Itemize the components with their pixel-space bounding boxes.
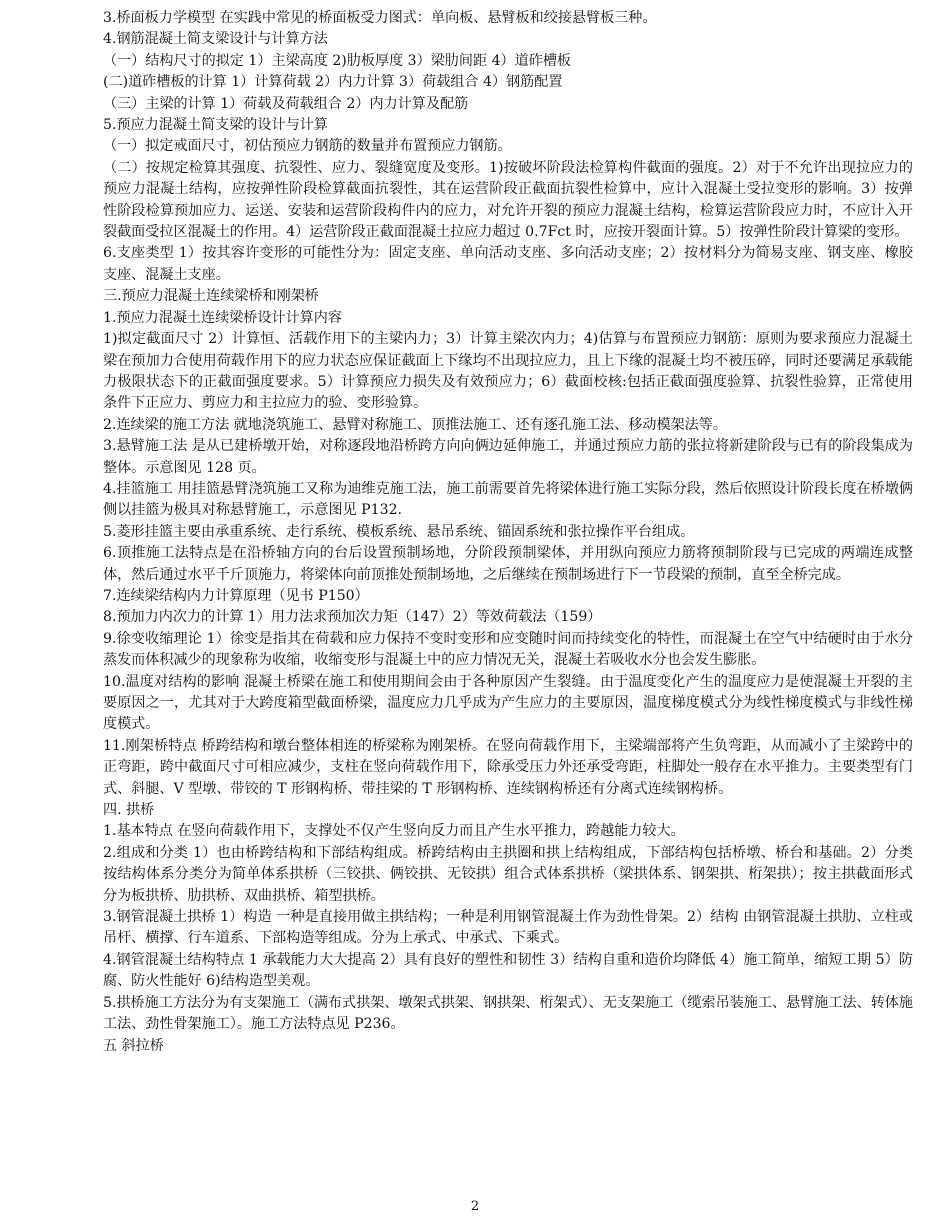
paragraph: （一）拟定戒面尺寸，初估预应力钢筋的数量并布置预应力钢筋。 [103, 138, 512, 155]
chapter-heading: 五 斜拉桥 [103, 1037, 164, 1054]
paragraph: 3.桥面板力学模型 在实践中常见的桥面板受力图式：单向板、悬臂板和绞接悬臂板三种。 [103, 10, 657, 26]
paragraph: 2.组成和分类 1）也由桥跨结构和下部结构组成。桥跨结构由主拱圈和拱上结构组成，下部结构包括桥墩、桥台和基础。2）分类 按结构体系分类分为简单体系拱桥（三铰拱、俩铰拱、无铰拱）组合式体系拱桥（梁拱体系、钢架拱、桁架拱）；按主拱截面形式分为板拱桥、肋拱桥、双曲拱桥、箱型拱桥。 [103, 844, 913, 904]
document-body [103, 8, 913, 1057]
paragraph: 4.钢管混凝土结构特点 1 承载能力大大提高 2）具有良好的塑性和韧性 3）结构自重和造价均降低 4）施工简单，缩短工期 5）防腐、防火性能好 6)结构造型美观。 [103, 951, 913, 990]
section-heading: 1.预应力混凝土连续梁桥设计计算内容 [103, 309, 342, 326]
paragraph: 1.基本特点 在竖向荷载作用下，支撑处不仅产生竖向反力而且产生水平推力，跨越能力较大。 [103, 823, 685, 840]
paragraph: 6.支座类型 1）按其容许变形的可能性分为：固定支座、单向活动支座、多向活动支座；2）按材料分为简易支座、钢支座、橡胶支座、混凝土支座。 [103, 245, 913, 283]
paragraph: 5.拱桥施工方法分为有支架施工（满布式拱架、墩架式拱架、钢拱架、桁架式）、无支架施工（缆索吊装施工、悬臂施工法、转体施工法、劲性骨架施工）。施工方法特点见 P236。 [103, 994, 913, 1033]
paragraph: （一）结构尺寸的拟定 1）主梁高度 2)肋板厚度 3）梁肋间距 4）道砟槽板 [103, 52, 572, 69]
paragraph: 3.钢管混凝土拱桥 1）构造 一种是直接用做主拱结构；一种是利用钢管混凝土作为劲性骨架。2）结构 由钢管混凝土拱肋、立柱或吊杆、横撑、行车道系、下部构造等组成。分为上承式、中承式、下乘式。 [103, 909, 913, 947]
section-heading: 4.钢筋混凝土简支梁设计与计算方法 [103, 31, 328, 48]
chapter-heading: 三.预应力混凝土连续梁桥和刚架桥 [103, 288, 319, 305]
paragraph: （二）按规定检算其强度、抗裂性、应力、裂缝宽度及变形。1)按破坏阶段法检算构件截面的强度。2）对于不允许出现拉应力的预应力混凝土结构，应按弹性阶段检算截面抗裂性，其在运营阶段正截面抗裂性检算中，应计入混凝土受拉变形的影响。3）按弹性阶段检算预加应力、运送、安装和运营阶段构件内的应力，对允许开裂的预应力混凝土结构，检算运营阶段应力时，不应计入开裂截面受拉区混凝土的作用。4）运营阶段正截面混凝土拉应力超过 0.7Fct 时，应按开裂面计算。5）按弹性阶段计算梁的变形。 [103, 159, 913, 241]
paragraph: （三）主梁的计算 1）荷载及荷载组合 2）内力计算及配筋 [103, 95, 469, 112]
section-heading: 5.预应力混凝土简支梁的设计与计算 [103, 117, 328, 134]
paragraph: 2.连续梁的施工方法 就地浇筑施工、悬臂对称施工、顶推法施工、还有逐孔施工法、移动模架法等。 [103, 416, 727, 433]
paragraph: (二)道砟槽板的计算 1）计算荷载 2）内力计算 3）荷载组合 4）钢筋配置 [103, 74, 563, 91]
paragraph: 1)拟定截面尺寸 2）计算恒、活载作用下的主梁内力；3）计算主梁次内力；4)估算与布置预应力钢筋：原则为要求预应力混凝土梁在预加力合使用荷载作用下的应力状态应保证截面上下缘均不出现拉应力，且上下缘的混凝土均不被压碎，同时还要满足承载能力极限状态下的正截面强度要求。5）计算预应力损失及有效预应力；6）截面校核:包括正截面强度验算、抗裂性验算，正常使用条件下正应力、剪应力和主拉应力的验、变形验算。 [103, 331, 913, 412]
paragraph: 3.悬臂施工法 是从已建桥墩开始，对称逐段地沿桥跨方向向俩边延伸施工，并通过预应力筋的张拉将新建阶段与已有的阶段集成为整体。示意图见 128 页。 [103, 438, 913, 476]
paragraph: 4.挂篮施工 用挂篮悬臂浇筑施工又称为迪维克施工法，施工前需要首先将梁体进行施工实际分段，然后依照设计阶段长度在桥墩俩侧以挂篮为极具对称悬臂施工，示意图见 P132. [103, 480, 913, 519]
paragraph: 11.刚架桥特点 桥跨结构和墩台整体相连的桥梁称为刚架桥。在竖向荷载作用下，主梁端部将产生负弯距，从而减小了主梁跨中的正弯距，跨中截面尺寸可相应减少，支柱在竖向荷载作用下，除承受压力外还承受弯距，柱脚处一般存在水平推力。主要类型有门式、斜腿、V 型墩、带铰的 T 形钢构桥、带挂梁的 T 形钢构桥、连续钢构桥还有分离式连续钢构桥。 [103, 737, 913, 797]
paragraph: 5.菱形挂篮主要由承重系统、走行系统、模板系统、悬吊系统、锚固系统和张拉操作平台组成。 [103, 523, 695, 540]
paragraph: 10.温度对结构的影响 混凝土桥梁在施工和使用期间会由于各种原因产生裂缝。由于温度变化产生的温度应力是使混凝土开裂的主要原因之一，尤其对于大跨度箱型截面桥梁，温度应力几乎成为产生应力的主要原因，温度梯度模式分为线性梯度模式与非线性梯度模式。 [103, 673, 913, 733]
paragraph: 8.预加力内次力的计算 1）用力法求预加次力矩（147）2）等效荷载法（159） [103, 609, 602, 626]
page-number: 2 [470, 1199, 480, 1214]
chapter-heading: 四. 拱桥 [103, 802, 155, 819]
paragraph: 6.顶推施工法特点是在沿桥轴方向的台后设置预制场地，分阶段预制梁体，并用纵向预应力筋将预制阶段与已完成的两端连成整体，然后通过水平千斤顶施力，将梁体向前顶推处预制场地，之后继续在预制场进行下一节段梁的预制，直至全桥完成。 [103, 545, 913, 583]
paragraph: 7.连续梁结构内力计算原理（见书 P150） [103, 587, 369, 604]
paragraph: 9.徐变收缩理论 1）徐变是指其在荷载和应力保持不变时变形和应变随时间而持续变化的特性，而混凝土在空气中结硬时由于水分蒸发而体积减少的现象称为收缩，收缩变形与混凝土中的应力情况无关，混凝土若吸收水分也会发生膨胀。 [103, 630, 913, 669]
